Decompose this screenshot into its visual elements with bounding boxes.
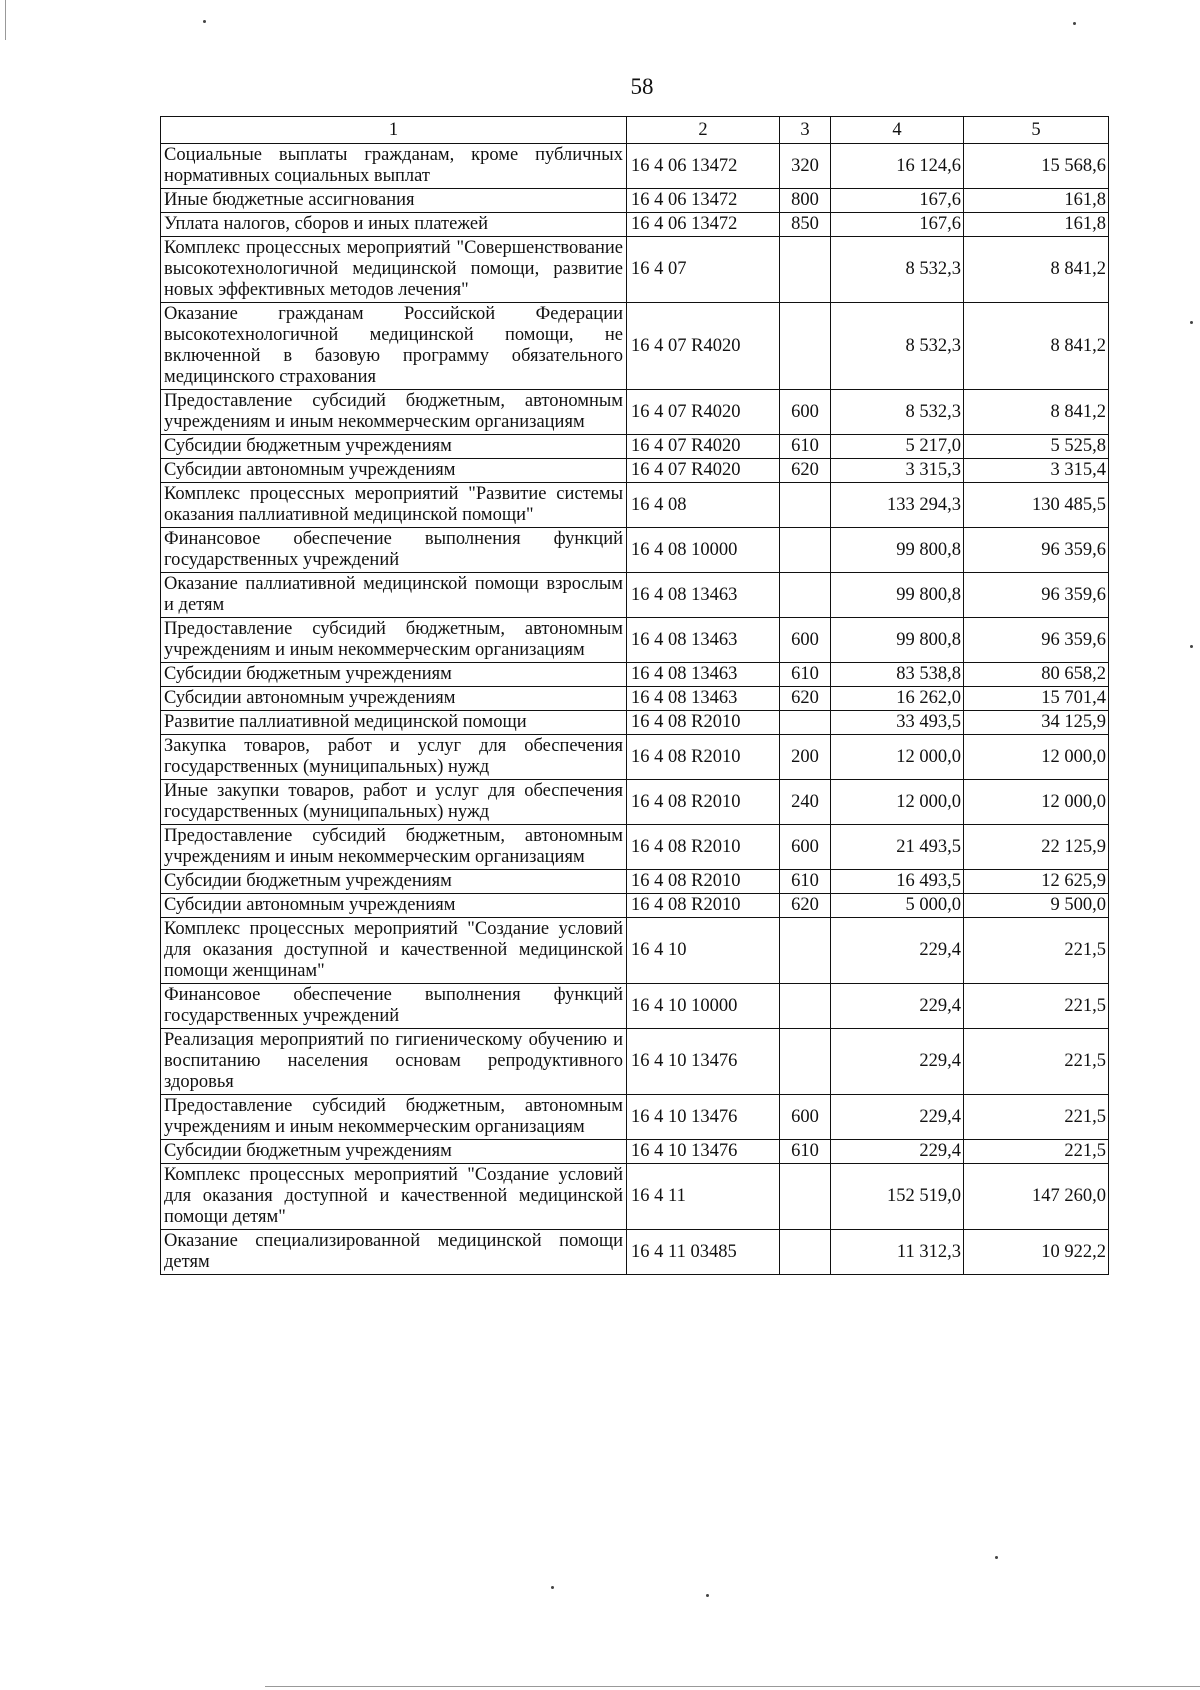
row-code: 16 4 11 03485	[627, 1230, 780, 1275]
scan-speck	[706, 1594, 709, 1597]
row-value-year-2: 8 841,2	[964, 390, 1109, 435]
row-expense-type	[780, 483, 831, 528]
row-code: 16 4 07 R4020	[627, 459, 780, 483]
row-expense-type: 800	[780, 189, 831, 213]
row-name: Субсидии автономным учреждениям	[161, 459, 627, 483]
row-name: Комплекс процессных мероприятий "Совершенствование высокотехнологичной медицинской помощи, развитие новых эффективных методов лечения"	[161, 237, 627, 303]
scan-speck	[995, 1556, 998, 1559]
row-expense-type: 850	[780, 213, 831, 237]
row-value-year-2: 10 922,2	[964, 1230, 1109, 1275]
row-value-year-1: 229,4	[831, 984, 964, 1029]
row-name: Оказание специализированной медицинской помощи детям	[161, 1230, 627, 1275]
row-expense-type: 200	[780, 735, 831, 780]
row-value-year-1: 33 493,5	[831, 711, 964, 735]
row-name: Предоставление субсидий бюджетным, автономным учреждениям и иным некоммерческим организациям	[161, 390, 627, 435]
row-code: 16 4 08 13463	[627, 687, 780, 711]
row-value-year-2: 221,5	[964, 984, 1109, 1029]
table-row	[161, 711, 1109, 735]
table-row	[161, 918, 1109, 984]
row-code: 16 4 06 13472	[627, 213, 780, 237]
row-value-year-2: 15 568,6	[964, 144, 1109, 189]
scan-speck	[203, 20, 206, 23]
table-body	[161, 144, 1109, 1275]
table-row	[161, 573, 1109, 618]
row-value-year-2: 5 525,8	[964, 435, 1109, 459]
row-expense-type: 620	[780, 894, 831, 918]
row-name: Уплата налогов, сборов и иных платежей	[161, 213, 627, 237]
row-name: Реализация мероприятий по гигиеническому обучению и воспитанию населения основам репродуктивного здоровья	[161, 1029, 627, 1095]
row-expense-type: 320	[780, 144, 831, 189]
row-value-year-2: 15 701,4	[964, 687, 1109, 711]
table-row	[161, 687, 1109, 711]
row-expense-type: 610	[780, 435, 831, 459]
row-code: 16 4 06 13472	[627, 144, 780, 189]
row-expense-type: 620	[780, 687, 831, 711]
row-expense-type	[780, 528, 831, 573]
row-name: Комплекс процессных мероприятий "Развитие системы оказания паллиативной медицинской помощи"	[161, 483, 627, 528]
scan-speck	[1190, 321, 1193, 324]
row-code: 16 4 08 10000	[627, 528, 780, 573]
row-value-year-2: 221,5	[964, 918, 1109, 984]
row-value-year-1: 11 312,3	[831, 1230, 964, 1275]
row-code: 16 4 10	[627, 918, 780, 984]
scan-speck	[551, 1586, 554, 1589]
row-name: Закупка товаров, работ и услуг для обеспечения государственных (муниципальных) нужд	[161, 735, 627, 780]
table-row	[161, 435, 1109, 459]
scan-speck	[1073, 22, 1076, 25]
header-col-3: 3	[780, 117, 831, 144]
row-name: Оказание гражданам Российской Федерации высокотехнологичной медицинской помощи, не включенной в базовую программу обязательного медицинского страхования	[161, 303, 627, 390]
row-code: 16 4 08 R2010	[627, 825, 780, 870]
header-col-1: 1	[161, 117, 627, 144]
header-col-4: 4	[831, 117, 964, 144]
row-name: Субсидии бюджетным учреждениям	[161, 663, 627, 687]
table-row	[161, 984, 1109, 1029]
table-row	[161, 780, 1109, 825]
row-value-year-2: 12 000,0	[964, 735, 1109, 780]
row-value-year-1: 8 532,3	[831, 237, 964, 303]
row-value-year-2: 221,5	[964, 1140, 1109, 1164]
table-row	[161, 528, 1109, 573]
table-row	[161, 213, 1109, 237]
row-name: Финансовое обеспечение выполнения функций государственных учреждений	[161, 984, 627, 1029]
row-code: 16 4 10 13476	[627, 1029, 780, 1095]
row-value-year-2: 96 359,6	[964, 573, 1109, 618]
table-row	[161, 189, 1109, 213]
row-value-year-1: 133 294,3	[831, 483, 964, 528]
row-value-year-1: 16 493,5	[831, 870, 964, 894]
row-expense-type: 600	[780, 1095, 831, 1140]
page-number: 58	[630, 74, 654, 99]
row-expense-type	[780, 984, 831, 1029]
row-value-year-2: 22 125,9	[964, 825, 1109, 870]
row-code: 16 4 10 10000	[627, 984, 780, 1029]
row-code: 16 4 08	[627, 483, 780, 528]
row-value-year-1: 21 493,5	[831, 825, 964, 870]
row-code: 16 4 08 R2010	[627, 735, 780, 780]
row-value-year-1: 8 532,3	[831, 390, 964, 435]
row-value-year-2: 8 841,2	[964, 237, 1109, 303]
row-name: Субсидии бюджетным учреждениям	[161, 870, 627, 894]
row-value-year-1: 16 124,6	[831, 144, 964, 189]
row-name: Комплекс процессных мероприятий "Создание условий для оказания доступной и качественной медицинской помощи детям"	[161, 1164, 627, 1230]
row-expense-type	[780, 918, 831, 984]
row-name: Субсидии бюджетным учреждениям	[161, 1140, 627, 1164]
row-expense-type	[780, 711, 831, 735]
table-row	[161, 303, 1109, 390]
row-name: Предоставление субсидий бюджетным, автономным учреждениям и иным некоммерческим организациям	[161, 618, 627, 663]
row-code: 16 4 10 13476	[627, 1140, 780, 1164]
row-value-year-1: 5 000,0	[831, 894, 964, 918]
row-value-year-2: 34 125,9	[964, 711, 1109, 735]
row-value-year-1: 229,4	[831, 1095, 964, 1140]
row-value-year-1: 8 532,3	[831, 303, 964, 390]
row-expense-type: 600	[780, 825, 831, 870]
table-row	[161, 1164, 1109, 1230]
row-value-year-2: 221,5	[964, 1029, 1109, 1095]
row-value-year-2: 147 260,0	[964, 1164, 1109, 1230]
row-value-year-1: 3 315,3	[831, 459, 964, 483]
row-name: Субсидии автономным учреждениям	[161, 687, 627, 711]
row-code: 16 4 07	[627, 237, 780, 303]
row-value-year-2: 9 500,0	[964, 894, 1109, 918]
row-name: Предоставление субсидий бюджетным, автономным учреждениям и иным некоммерческим организациям	[161, 1095, 627, 1140]
row-expense-type	[780, 1230, 831, 1275]
row-value-year-2: 12 625,9	[964, 870, 1109, 894]
row-code: 16 4 11	[627, 1164, 780, 1230]
table-row	[161, 825, 1109, 870]
row-code: 16 4 08 R2010	[627, 711, 780, 735]
row-code: 16 4 08 R2010	[627, 894, 780, 918]
table-row	[161, 1095, 1109, 1140]
header-col-5: 5	[964, 117, 1109, 144]
row-value-year-2: 161,8	[964, 213, 1109, 237]
row-name: Развитие паллиативной медицинской помощи	[161, 711, 627, 735]
row-expense-type: 240	[780, 780, 831, 825]
row-code: 16 4 06 13472	[627, 189, 780, 213]
row-code: 16 4 08 R2010	[627, 870, 780, 894]
row-expense-type: 600	[780, 390, 831, 435]
row-expense-type: 600	[780, 618, 831, 663]
row-value-year-2: 96 359,6	[964, 528, 1109, 573]
row-name: Предоставление субсидий бюджетным, автономным учреждениям и иным некоммерческим организациям	[161, 825, 627, 870]
header-row	[161, 117, 1109, 144]
row-expense-type	[780, 237, 831, 303]
table-row	[161, 237, 1109, 303]
row-expense-type: 610	[780, 1140, 831, 1164]
table-row	[161, 894, 1109, 918]
scan-speck	[1190, 645, 1193, 648]
row-value-year-1: 99 800,8	[831, 618, 964, 663]
row-name: Социальные выплаты гражданам, кроме публичных нормативных социальных выплат	[161, 144, 627, 189]
row-value-year-1: 229,4	[831, 1029, 964, 1095]
row-expense-type: 610	[780, 663, 831, 687]
row-expense-type: 620	[780, 459, 831, 483]
row-value-year-1: 16 262,0	[831, 687, 964, 711]
row-value-year-1: 12 000,0	[831, 780, 964, 825]
row-code: 16 4 08 13463	[627, 573, 780, 618]
row-value-year-1: 99 800,8	[831, 528, 964, 573]
row-value-year-1: 167,6	[831, 189, 964, 213]
row-value-year-1: 83 538,8	[831, 663, 964, 687]
row-value-year-2: 3 315,4	[964, 459, 1109, 483]
table-row	[161, 390, 1109, 435]
row-value-year-2: 161,8	[964, 189, 1109, 213]
table-row	[161, 1140, 1109, 1164]
row-code: 16 4 07 R4020	[627, 303, 780, 390]
row-code: 16 4 08 R2010	[627, 780, 780, 825]
row-expense-type	[780, 1164, 831, 1230]
row-value-year-1: 167,6	[831, 213, 964, 237]
table-row	[161, 663, 1109, 687]
row-name: Оказание паллиативной медицинской помощи взрослым и детям	[161, 573, 627, 618]
row-value-year-2: 12 000,0	[964, 780, 1109, 825]
budget-table	[160, 116, 1109, 1275]
row-value-year-2: 221,5	[964, 1095, 1109, 1140]
row-value-year-1: 5 217,0	[831, 435, 964, 459]
row-code: 16 4 07 R4020	[627, 435, 780, 459]
table-row	[161, 735, 1109, 780]
row-expense-type	[780, 303, 831, 390]
row-value-year-1: 229,4	[831, 918, 964, 984]
row-value-year-1: 12 000,0	[831, 735, 964, 780]
row-value-year-1: 229,4	[831, 1140, 964, 1164]
row-name: Субсидии автономным учреждениям	[161, 894, 627, 918]
row-value-year-2: 96 359,6	[964, 618, 1109, 663]
row-value-year-1: 99 800,8	[831, 573, 964, 618]
row-code: 16 4 08 13463	[627, 618, 780, 663]
table-row	[161, 483, 1109, 528]
row-code: 16 4 10 13476	[627, 1095, 780, 1140]
row-name: Комплекс процессных мероприятий "Создание условий для оказания доступной и качественной медицинской помощи женщинам"	[161, 918, 627, 984]
table-row	[161, 618, 1109, 663]
row-value-year-2: 80 658,2	[964, 663, 1109, 687]
table-row	[161, 459, 1109, 483]
row-expense-type	[780, 573, 831, 618]
row-value-year-2: 130 485,5	[964, 483, 1109, 528]
row-value-year-1: 152 519,0	[831, 1164, 964, 1230]
table-row	[161, 144, 1109, 189]
scan-edge-left	[5, 0, 6, 40]
row-code: 16 4 07 R4020	[627, 390, 780, 435]
row-code: 16 4 08 13463	[627, 663, 780, 687]
row-name: Иные закупки товаров, работ и услуг для обеспечения государственных (муниципальных) нужд	[161, 780, 627, 825]
table-row	[161, 1029, 1109, 1095]
table-row	[161, 870, 1109, 894]
header-col-2: 2	[627, 117, 780, 144]
scan-edge-bottom	[265, 1686, 1200, 1687]
row-expense-type: 610	[780, 870, 831, 894]
row-name: Иные бюджетные ассигнования	[161, 189, 627, 213]
row-value-year-2: 8 841,2	[964, 303, 1109, 390]
row-name: Субсидии бюджетным учреждениям	[161, 435, 627, 459]
table-row	[161, 1230, 1109, 1275]
row-expense-type	[780, 1029, 831, 1095]
row-name: Финансовое обеспечение выполнения функций государственных учреждений	[161, 528, 627, 573]
